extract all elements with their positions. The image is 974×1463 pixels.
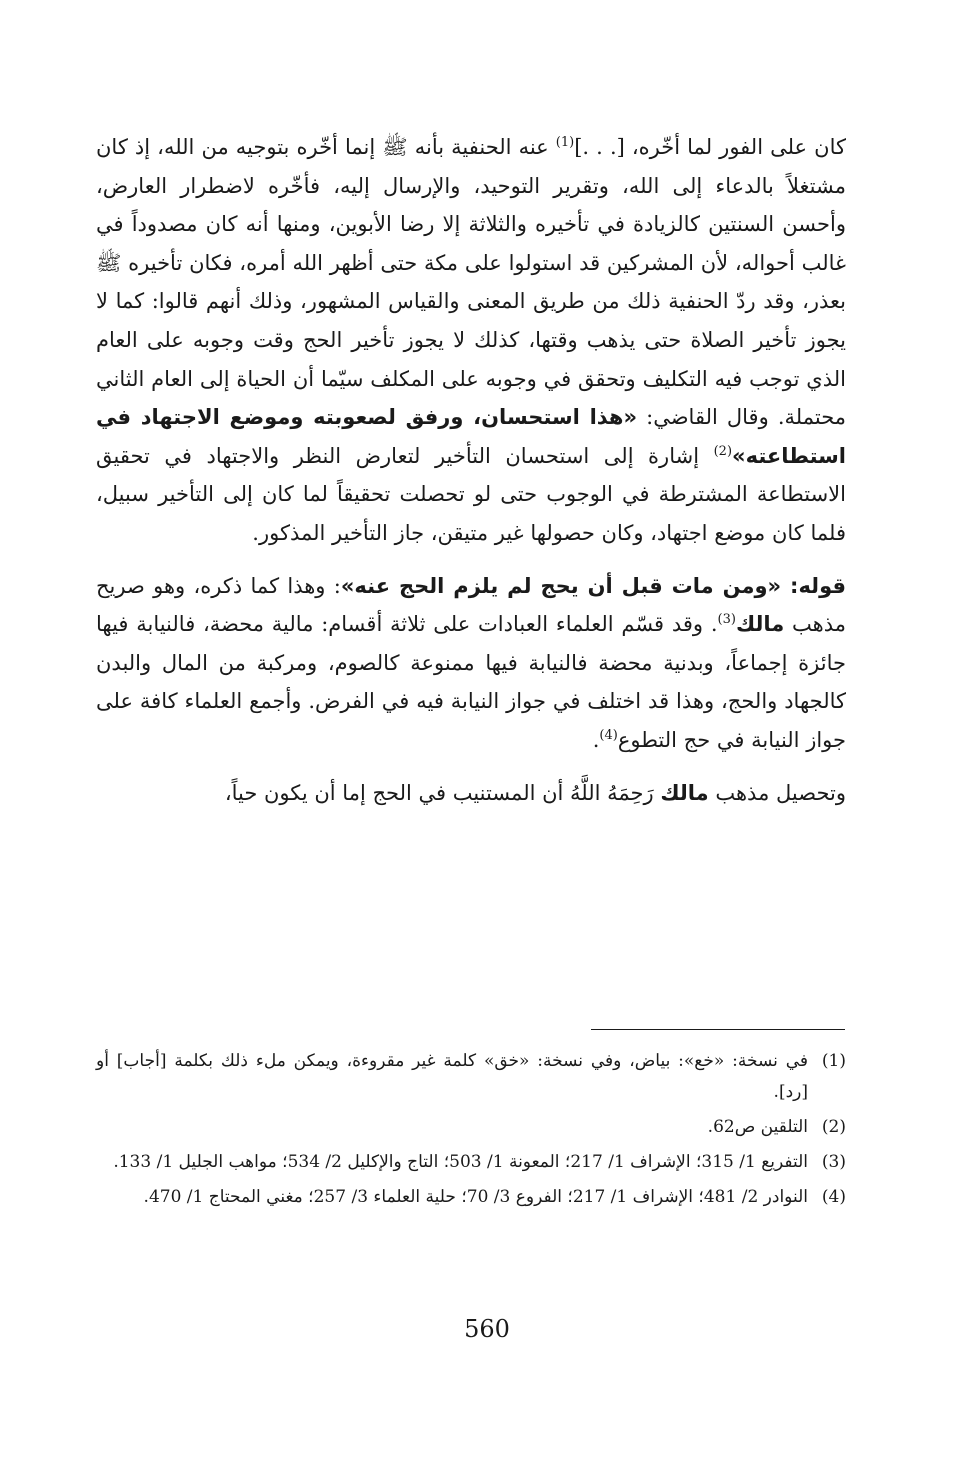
footnote-3 xyxy=(96,1147,846,1178)
footnote-ref-2[interactable]: (2) xyxy=(713,443,733,459)
p1-text-1: كان على الفور لما أخّره، [. . .] xyxy=(574,135,846,159)
footnote-number: (1) xyxy=(821,1051,846,1071)
footnote-text: التلقين ص62. xyxy=(707,1117,808,1137)
footnote-text: في نسخة: «خع»: بياض، وفي نسخة: «خق» كلمة غير مقروءة، ويمكن ملء ذلك بكلمة [أجاب] أو [رد]. xyxy=(96,1051,808,1102)
p1-text-3: إشارة إلى استحسان التأخير لتعارض النظر والاجتهاد في تحقيق الاستطاعة المشترطة في الوجوب حتى لو تحصلت تحقيقاً لما كان إلى التأخير سبيل، فلما كان موضع اجتهاد، وكان حصولها غير متيقن، جاز التأخير المذكور. xyxy=(96,443,846,545)
p2-bold-lead: قوله: «ومن مات قبل أن يحج لم يلزم الحج عنه» xyxy=(340,573,846,598)
paragraph-3 xyxy=(96,774,846,813)
footnote-text: التفريع 1/ 315؛ الإشراف 1/ 217؛ المعونة 1/ 503؛ التاج والإكليل 2/ 534؛ مواهب الجليل 1/ 133. xyxy=(113,1152,808,1172)
p2-text-1: : وهذا كما ذكره، وهو صريح مذهب xyxy=(96,573,846,637)
footnotes xyxy=(96,1046,846,1217)
footnote-4 xyxy=(96,1182,846,1213)
p3-text-2: رَحِمَهُ اللَّهُ أن المستنيب في الحج إما أن يكون حياً، xyxy=(224,780,661,805)
footnote-ref-3[interactable]: (3) xyxy=(717,612,736,628)
footnote-divider xyxy=(591,1029,845,1030)
paragraph-1 xyxy=(96,128,846,553)
footnote-1 xyxy=(96,1046,846,1108)
p2-text-2: . وقد قسّم العلماء العبادات على ثلاثة أقسام: مالية محضة، فالنيابة فيها جائزة إجماعاً، وبدنية محضة فالنيابة فيها ممنوعة كالصوم، ومركبة من المال والبدن كالجهاد والحج، وهذا قد اختلف في جواز النيابة فيه في الفرض. وأجمع العلماء كافة على جواز النيابة في حج التطوع xyxy=(96,612,846,752)
p3-bold-malik: مالك xyxy=(660,780,709,805)
p3-text-1: وتحصيل مذهب xyxy=(708,780,846,805)
p1-text-2: عنه الحنفية بأنه ﷺ إنما أخّره بتوجيه من الله، إذ كان مشتغلاً بالدعاء إلى الله، وتقرير التوحيد، والإرسال إليه، فأخّره لاضطرار العارض، وأحسن السنتين كالزيادة في تأخيره والثلاثة إلا رضا الأبوين، ومنها أنه كان مصدوداً في غالب أحواله، لأن المشركين قد استولوا على مكة حتى أظهر الله أمره، فكان تأخيره ﷺ بعذر، وقد ردّ الحنفية ذلك من طريق المعنى والقياس المشهور، وذلك أنهم قالوا: كما لا يجوز تأخير الصلاة حتى يذهب وقتها، كذلك لا يجوز تأخير الحج وقت وجوبه على العام الذي توجب فيه التكليف وتحقق في وجوبه على المكلف سيّما أن الحياة إلى العام الثاني محتملة. وقال القاضي: xyxy=(96,135,846,430)
p1-bold-quote: «هذا استحسان، ورفق لصعوبته وموضع الاجتهاد في استطاعته» xyxy=(96,405,846,468)
footnote-number: (4) xyxy=(821,1187,846,1207)
footnote-number: (2) xyxy=(821,1117,846,1137)
p2-text-3: . xyxy=(592,727,600,752)
footnote-ref-1[interactable]: (1) xyxy=(555,135,575,150)
footnote-text: النوادر 2/ 481؛ الإشراف 1/ 217؛ الفروع 3/ 70؛ حلية العلماء 3/ 257؛ مغني المحتاج 1/ 470. xyxy=(143,1187,808,1207)
paragraph-2 xyxy=(96,567,846,760)
footnote-ref-4[interactable]: (4) xyxy=(599,727,618,743)
page-number: 560 xyxy=(464,1315,510,1343)
footnote-2 xyxy=(96,1112,846,1143)
main-text xyxy=(96,128,846,812)
p2-bold-malik: مالك xyxy=(735,612,785,637)
footnote-number: (3) xyxy=(821,1152,846,1172)
